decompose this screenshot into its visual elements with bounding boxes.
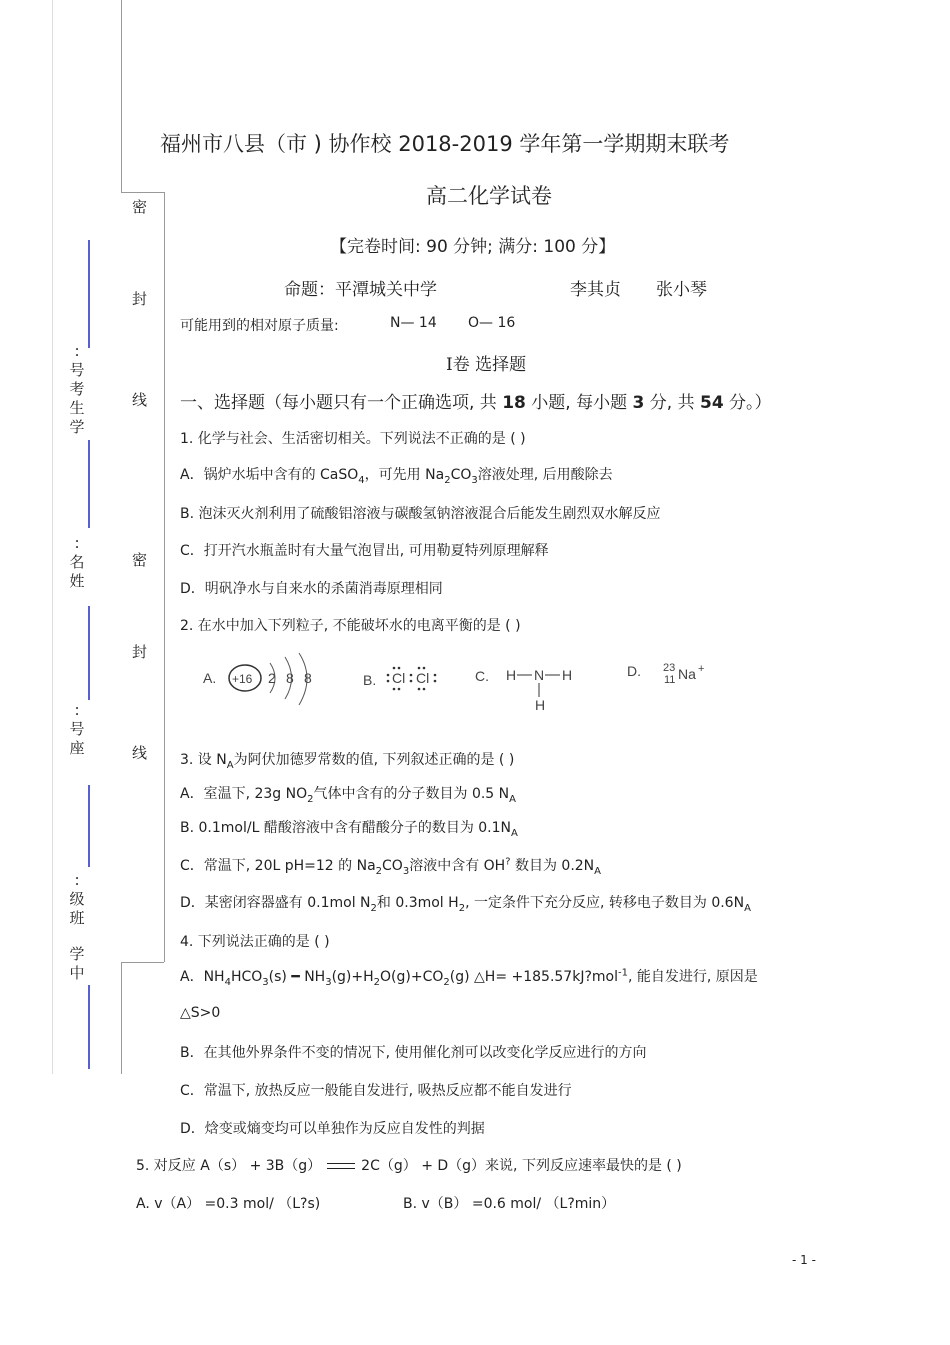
q4-a-sub-3: 3 <box>325 976 332 988</box>
q4-option-b: B．在其他外界条件不变的情况下, 使用催化剂可以改变化学反应进行的方向 <box>180 1045 647 1061</box>
q3-stem-text-1: 3. 设 N <box>180 752 227 768</box>
margin-line-top <box>121 0 122 192</box>
q1-option-d: D．明矾净水与自来水的杀菌消毒原理相同 <box>180 581 443 597</box>
q1-a-text-4: 溶液处理, 后用酸除去 <box>477 467 613 483</box>
q3-stem <box>180 749 514 771</box>
q3-b-sub: A <box>511 827 518 839</box>
q2-charge: + <box>698 663 705 675</box>
atomic-mass-n: N— 14 <box>390 315 437 331</box>
author-name-2: 张小琴 <box>656 280 707 300</box>
q2-cl-2: Cl <box>416 670 430 686</box>
q4-a-text-3: (s) ━ NH <box>268 969 326 985</box>
q3-a-sub-2: A <box>509 793 516 805</box>
atomic-mass-o: O— 16 <box>468 315 516 331</box>
instr-mid-2: 分, 共 <box>644 393 700 413</box>
q3-a-text-2: 气体中含有的分子数目为 0.5 N <box>313 786 510 802</box>
q5-option-b: B. v（B） =0.6 mol/ （L?min） <box>403 1196 616 1212</box>
q3-a-sub-1: 2 <box>307 793 314 805</box>
q4-a-text-6: (g) △H= +185.57kJ?mol <box>449 969 618 985</box>
q4-a-sup: -1 <box>617 967 628 979</box>
instr-total: 54 <box>699 393 724 413</box>
q3-c-sup: ? <box>505 856 511 868</box>
q3-c-text-1: C．常温下, 20L pH=12 的 Na <box>180 858 376 874</box>
q5-option-a: A. v（A） =0.3 mol/ （L?s) <box>136 1196 321 1212</box>
q1-option-c: C．打开汽水瓶盖时有大量气泡冒出, 可用勒夏特列原理解释 <box>180 543 549 559</box>
q4-a-text-7: , 能自发进行, 原因是 <box>627 969 758 985</box>
q2-stem: 2. 在水中加入下列粒子, 不能破坏水的电离平衡的是 ( ) <box>180 618 521 634</box>
margin-line-bottom-step <box>121 962 164 963</box>
q4-option-a <box>180 966 758 988</box>
q2-options-figure <box>195 645 735 715</box>
exam-subtitle: 高二化学试卷 <box>426 184 552 208</box>
q3-a-text-1: A．室温下, 23g NO <box>180 786 308 802</box>
q3-option-a <box>180 783 516 805</box>
exam-title: 福州市八县（市 ) 协作校 2018-2019 学年第一学期期末联考 <box>160 132 730 156</box>
seal-word-5: 封 <box>132 643 148 661</box>
page-number: - 1 - <box>792 1253 816 1267</box>
blank-line-name[interactable] <box>88 440 90 528</box>
q2-nucleus: +16 <box>232 672 253 686</box>
q2-h-left: H <box>506 667 517 683</box>
q2-n-center: N <box>534 667 545 683</box>
q3-c-text-2: CO <box>382 858 403 874</box>
q3-c-sub-3: A <box>594 865 601 877</box>
volume-title: Ⅰ卷 选择题 <box>446 355 527 375</box>
q3-c-text-4: 数目为 0.2N <box>510 858 595 874</box>
q2-opt-d-label: D. <box>627 663 641 679</box>
q3-d-text-3: , 一定条件下充分反应, 转移电子数目为 0.6N <box>465 895 745 911</box>
q2-mass-number: 23 <box>663 662 676 674</box>
margin-line-top-step <box>121 192 164 193</box>
instr-mid-1: 小题, 每小题 <box>525 393 633 413</box>
q1-a-text-3: CO <box>450 467 472 483</box>
author-label: 命题：平潭城关中学 <box>284 280 437 300</box>
q3-c-text-3: 溶液中含有 OH <box>409 858 506 874</box>
atomic-mass-label: 可能用到的相对原子质量: <box>180 318 339 334</box>
blank-line-class[interactable] <box>88 785 90 867</box>
q3-option-c <box>180 855 601 877</box>
margin-line-inner <box>164 192 165 962</box>
q2-opt-c-label: C. <box>475 668 489 684</box>
label-student-id: : 号考生学 <box>69 342 85 436</box>
q2-shell-2: 8 <box>286 670 294 686</box>
q2-shell-1: 2 <box>268 670 276 686</box>
seal-word-3: 线 <box>132 391 148 409</box>
q3-d-sub-3: A <box>744 902 751 914</box>
q1-a-text-2: ，可先用 Na <box>364 467 445 483</box>
q3-d-text-1: D．某密闭容器盛有 0.1mol N <box>180 895 371 911</box>
q4-a-text-1: A．NH <box>180 969 225 985</box>
q5-stem-text-1: 5. 对反应 A（s） + 3B（g） <box>136 1158 322 1174</box>
q4-a-sub-2: 3 <box>262 976 269 988</box>
seal-word-4: 密 <box>132 551 148 569</box>
label-seat: : 号座 <box>69 701 85 757</box>
author-name-1: 李其贞 <box>570 280 621 300</box>
q4-stem: 4. 下列说法正确的是 ( ) <box>180 934 330 950</box>
q2-na: Na <box>678 666 696 682</box>
equilibrium-arrow-icon <box>327 1160 355 1172</box>
blank-line-seat[interactable] <box>88 606 90 700</box>
q3-c-sub-2: 3 <box>402 865 410 877</box>
q4-a-sub-5: 2 <box>443 976 450 988</box>
q2-h-bottom: H <box>535 697 546 713</box>
q2-h-right: H <box>562 667 573 683</box>
seal-word-6: 线 <box>132 744 148 762</box>
q5-stem <box>136 1155 682 1175</box>
q3-b-text: B. 0.1mol/L 醋酸溶液中含有醋酸分子的数目为 0.1N <box>180 820 512 836</box>
margin-line-bottom <box>121 962 122 1074</box>
q4-a-text-2: HCO <box>230 969 263 985</box>
q2-atomic-number: 11 <box>664 674 676 686</box>
instr-points: 3 <box>632 393 645 413</box>
q4-option-a-line2: △S>0 <box>180 1005 221 1021</box>
q1-stem: 1. 化学与社会、生活密切相关。下列说法不正确的是 ( ) <box>180 431 526 447</box>
q1-a-sub-1: 4 <box>358 474 365 486</box>
section-instructions <box>180 388 772 413</box>
label-school: 学中 <box>69 945 85 982</box>
q3-option-b <box>180 817 518 839</box>
q4-a-text-5: O(g)+CO <box>380 969 444 985</box>
label-class: : 级班 <box>69 871 85 927</box>
instr-pre: 一、选择题（每小题只有一个正确选项, 共 <box>180 393 503 413</box>
q2-opt-b-label: B. <box>363 672 377 688</box>
time-info: 【完卷时间: 90 分钟; 满分: 100 分】 <box>330 237 616 257</box>
q4-option-d: D．焓变或熵变均可以单独作为反应自发性的判据 <box>180 1121 485 1137</box>
instr-count: 18 <box>502 393 526 413</box>
seal-word-1: 密 <box>132 198 148 216</box>
q1-option-a <box>180 464 613 486</box>
q1-a-sub-2: 2 <box>444 474 451 486</box>
seal-word-2: 封 <box>132 290 148 308</box>
q3-d-text-2: 和 0.3mol H <box>376 895 459 911</box>
q2-cl-1: Cl <box>392 670 406 686</box>
q4-option-c: C．常温下, 放热反应一般能自发进行, 吸热反应都不能自发进行 <box>180 1083 572 1099</box>
q4-a-sub-1: 4 <box>224 976 231 988</box>
q3-c-sub-1: 2 <box>375 865 383 877</box>
blank-line-school[interactable] <box>88 985 90 1069</box>
q3-option-d <box>180 892 751 914</box>
q5-stem-text-2: 2C（g） + D（g）来说, 下列反应速率最快的是 ( ) <box>361 1158 682 1174</box>
q3-d-sub-1: 2 <box>370 902 377 914</box>
q4-a-text-4: (g)+H <box>331 969 374 985</box>
q3-stem-sub: A <box>226 759 234 771</box>
margin-line-outer <box>52 0 53 1074</box>
instr-post: 分。） <box>723 393 772 413</box>
q3-stem-text-2: 为阿伏加德罗常数的值, 下列叙述正确的是 ( ) <box>233 752 515 768</box>
q1-option-b: B. 泡沫灭火剂利用了硫酸铝溶液与碳酸氢钠溶液混合后能发生剧烈双水解反应 <box>180 506 661 522</box>
q2-opt-a-label: A. <box>203 670 217 686</box>
q1-a-sub-3: 3 <box>471 474 478 486</box>
q4-a-sub-4: 2 <box>373 976 381 988</box>
q1-a-text-1: A．锅炉水垢中含有的 CaSO <box>180 467 359 483</box>
q2-shell-3: 8 <box>304 670 312 686</box>
blank-line-student-id[interactable] <box>88 240 90 348</box>
q3-d-sub-2: 2 <box>458 902 466 914</box>
label-name: : 名姓 <box>69 534 85 590</box>
